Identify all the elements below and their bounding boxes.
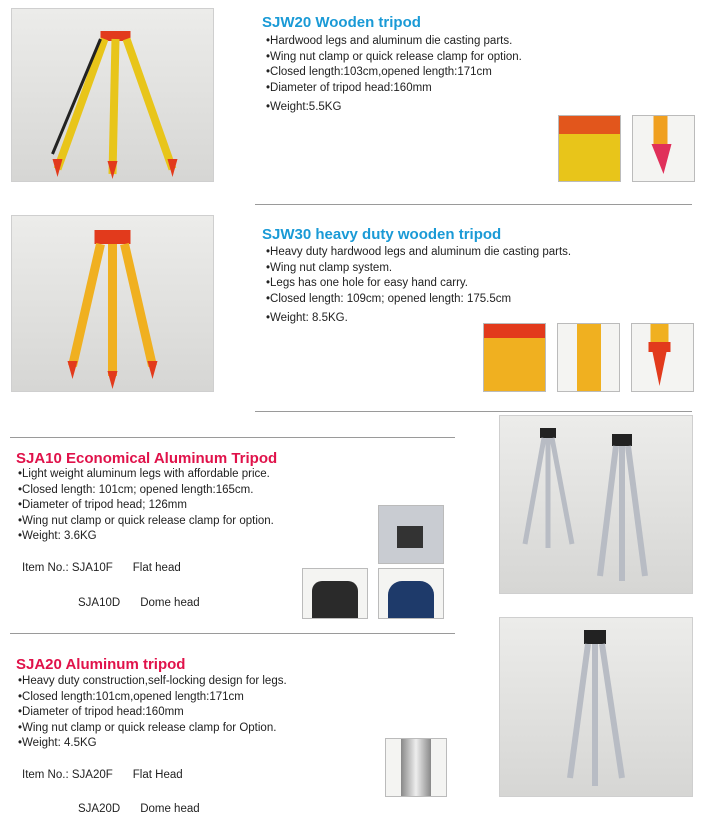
- detail-thumbnail: [631, 323, 694, 392]
- product-title: SJA20 Aluminum tripod: [16, 656, 186, 673]
- spec-line: •Wing nut clamp or quick release clamp for Option.: [18, 721, 277, 734]
- product-title: SJA10 Economical Aluminum Tripod: [16, 450, 278, 467]
- divider: [255, 204, 692, 205]
- product-title: SJW30 heavy duty wooden tripod: [262, 226, 502, 243]
- divider: [10, 633, 455, 634]
- item-row: [78, 596, 274, 612]
- spec-line: •Closed length: 101cm; opened length:165cm.: [18, 483, 254, 496]
- dome-head-thumbnail: [378, 568, 444, 619]
- spec-line: •Wing nut clamp system.: [266, 261, 393, 274]
- item-prefix: Item No.:: [22, 561, 69, 574]
- spec-line: •Legs has one hole for easy hand carry.: [266, 277, 468, 290]
- sjw30-tripod-photo: [11, 215, 214, 392]
- divider: [10, 437, 455, 438]
- spec-list: [18, 674, 287, 817]
- item-row: [78, 802, 287, 817]
- spec-list: [266, 34, 522, 116]
- spec-line: •Diameter of tripod head; 126mm: [18, 499, 187, 512]
- spec-list: [266, 245, 571, 327]
- item-code: SJA20D: [78, 802, 121, 815]
- spec-line: •Hardwood legs and aluminum die casting parts.: [266, 35, 513, 47]
- sja10-tripod-photo: [499, 415, 693, 594]
- detail-thumbnail: [483, 323, 546, 392]
- item-code: SJA10F: [71, 561, 113, 574]
- spec-line: •Closed length: 109cm; opened length: 175.5cm: [266, 292, 512, 305]
- detail-thumbnail: [557, 323, 620, 392]
- detail-thumbnail: [558, 115, 621, 182]
- item-desc: Flat Head: [132, 768, 183, 781]
- spec-line: •Wing nut clamp or quick release clamp for option.: [18, 514, 274, 527]
- item-desc: Flat head: [132, 561, 181, 574]
- spec-line: •Light weight aluminum legs with affordable price.: [18, 468, 270, 480]
- spec-line: •Weight:5.5KG: [266, 101, 342, 114]
- item-code: SJA10D: [78, 596, 121, 609]
- detail-thumbnail: [632, 115, 695, 182]
- spec-line: •Wing nut clamp or quick release clamp for option.: [266, 50, 522, 63]
- spec-list: [18, 467, 274, 611]
- item-code: SJA20F: [71, 768, 113, 781]
- spec-line: •Heavy duty hardwood legs and aluminum die casting parts.: [266, 246, 572, 258]
- detail-thumbnail: [378, 505, 444, 564]
- product-title: SJW20 Wooden tripod: [262, 14, 421, 31]
- sja20-tripod-photo: [499, 617, 693, 797]
- spec-line: •Weight: 8.5KG.: [266, 312, 348, 325]
- item-desc: Dome head: [140, 802, 200, 815]
- spec-line: •Weight: 4.5KG: [18, 737, 97, 750]
- spec-line: •Weight: 3.6KG: [18, 530, 97, 543]
- divider: [255, 411, 692, 412]
- item-desc: Dome head: [140, 596, 200, 609]
- spec-line: •Diameter of tripod head:160mm: [18, 706, 184, 719]
- detail-thumbnail: [385, 738, 447, 797]
- item-row: [22, 768, 287, 784]
- spec-line: •Closed length:103cm,opened length:171cm: [266, 66, 492, 79]
- item-prefix: Item No.:: [22, 768, 69, 781]
- item-row: [22, 561, 274, 577]
- flat-head-thumbnail: [302, 568, 368, 619]
- sjw20-tripod-photo: [11, 8, 214, 182]
- spec-line: •Closed length:101cm,opened length:171cm: [18, 690, 244, 703]
- spec-line: •Diameter of tripod head:160mm: [266, 81, 432, 94]
- spec-line: •Heavy duty construction,self-locking design for legs.: [18, 675, 287, 687]
